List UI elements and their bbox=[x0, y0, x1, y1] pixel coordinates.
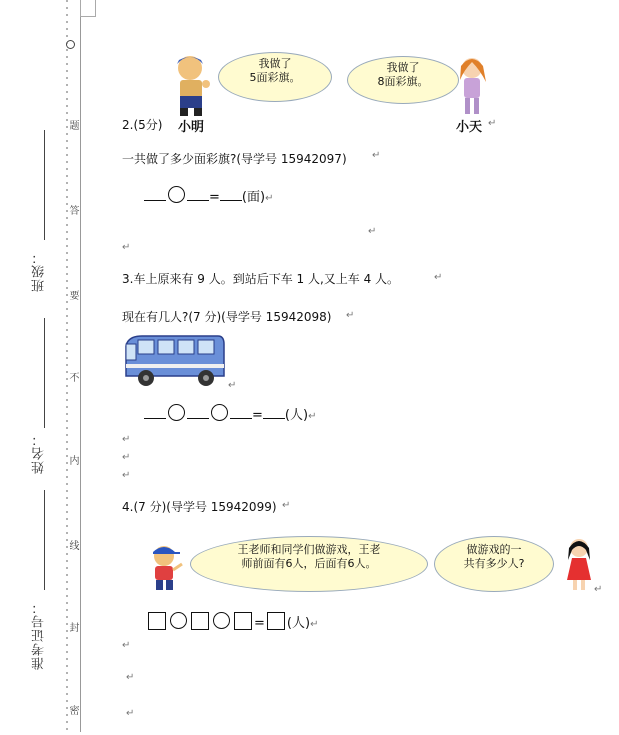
seal-char: 密 bbox=[67, 705, 78, 716]
seal-char: 答 bbox=[67, 205, 78, 216]
q4-equation: = (人)↵ bbox=[146, 612, 318, 631]
return-mark: ↵ bbox=[122, 470, 131, 481]
exam-no-underline bbox=[44, 490, 45, 590]
operator-circle[interactable] bbox=[168, 186, 185, 203]
answer-blank[interactable] bbox=[220, 190, 242, 201]
page-corner bbox=[80, 0, 96, 17]
q2-unit: (面) bbox=[241, 190, 266, 205]
speech-bubble-teacher: 王老师和同学们做游戏，王老 师前面有6人，后面有6人。 bbox=[190, 536, 428, 592]
answer-blank[interactable] bbox=[187, 408, 209, 419]
seal-circle bbox=[66, 40, 75, 49]
answer-box[interactable] bbox=[234, 612, 252, 630]
return-mark: ↵ bbox=[372, 150, 381, 161]
seal-char: 线 bbox=[67, 540, 78, 551]
operator-circle[interactable] bbox=[213, 612, 230, 629]
answer-blank[interactable] bbox=[263, 408, 285, 419]
answer-box[interactable] bbox=[191, 612, 209, 630]
return-mark: ↵ bbox=[228, 380, 237, 391]
return-mark: ↵ bbox=[122, 452, 131, 463]
operator-circle[interactable] bbox=[211, 404, 228, 421]
q2-equation: = (面)↵ bbox=[144, 186, 273, 205]
answer-blank[interactable] bbox=[230, 408, 252, 419]
name-xiaoming: 小明 bbox=[178, 120, 205, 135]
return-mark: ↵ bbox=[122, 242, 131, 253]
speech-bubble-right: 我做了 8面彩旗。 bbox=[347, 56, 459, 104]
boy-illustration bbox=[168, 50, 218, 120]
answer-box[interactable] bbox=[148, 612, 166, 630]
return-mark: ↵ bbox=[594, 584, 603, 595]
return-mark: ↵ bbox=[308, 411, 317, 422]
return-mark: ↵ bbox=[122, 640, 131, 651]
q3-equation: = (人)↵ bbox=[144, 404, 316, 423]
seal-char: 内 bbox=[67, 455, 78, 466]
return-mark: ↵ bbox=[265, 193, 274, 204]
return-mark: ↵ bbox=[282, 500, 291, 511]
return-mark: ↵ bbox=[434, 272, 443, 283]
q3-unit: (人) bbox=[284, 408, 309, 423]
return-mark: ↵ bbox=[126, 672, 135, 683]
q2-header: 2.(5分) bbox=[122, 118, 163, 132]
operator-circle[interactable] bbox=[170, 612, 187, 629]
return-mark: ↵ bbox=[368, 226, 377, 237]
q2-question: 一共做了多少面彩旗?(导学号 15942097) bbox=[122, 152, 347, 166]
class-label: 班级： bbox=[32, 250, 47, 292]
q4-header: 4.(7 分)(导学号 15942099) bbox=[122, 500, 277, 514]
answer-blank[interactable] bbox=[144, 408, 166, 419]
return-mark: ↵ bbox=[488, 118, 497, 129]
boy-cap-illustration bbox=[144, 540, 186, 594]
q3-question: 现在有几人?(7 分)(导学号 15942098) bbox=[122, 310, 332, 324]
seal-char: 不 bbox=[67, 372, 78, 383]
girl-illustration bbox=[452, 52, 492, 122]
return-mark: ↵ bbox=[346, 310, 355, 321]
seal-char: 题 bbox=[67, 120, 78, 131]
return-mark: ↵ bbox=[126, 708, 135, 719]
name-xiaotian: 小天 bbox=[456, 120, 483, 135]
seal-char: 要 bbox=[67, 290, 78, 301]
seal-char: 封 bbox=[67, 622, 78, 633]
girl-dress-illustration bbox=[562, 534, 596, 594]
answer-blank[interactable] bbox=[187, 190, 209, 201]
name-underline bbox=[44, 318, 45, 428]
speech-bubble-question: 做游戏的一 共有多少人? bbox=[434, 536, 554, 592]
return-mark: ↵ bbox=[122, 434, 131, 445]
exam-no-label: 准考证号： bbox=[32, 600, 47, 670]
q3-header: 3.车上原来有 9 人。到站后下车 1 人,又上车 4 人。 bbox=[122, 272, 400, 286]
q4-unit: (人) bbox=[286, 616, 311, 631]
name-label: 姓名： bbox=[32, 432, 47, 474]
class-underline bbox=[44, 130, 45, 240]
speech-bubble-left: 我做了 5面彩旗。 bbox=[218, 52, 332, 102]
return-mark: ↵ bbox=[310, 619, 319, 630]
bus-illustration bbox=[122, 334, 226, 388]
operator-circle[interactable] bbox=[168, 404, 185, 421]
answer-blank[interactable] bbox=[144, 190, 166, 201]
answer-box[interactable] bbox=[267, 612, 285, 630]
